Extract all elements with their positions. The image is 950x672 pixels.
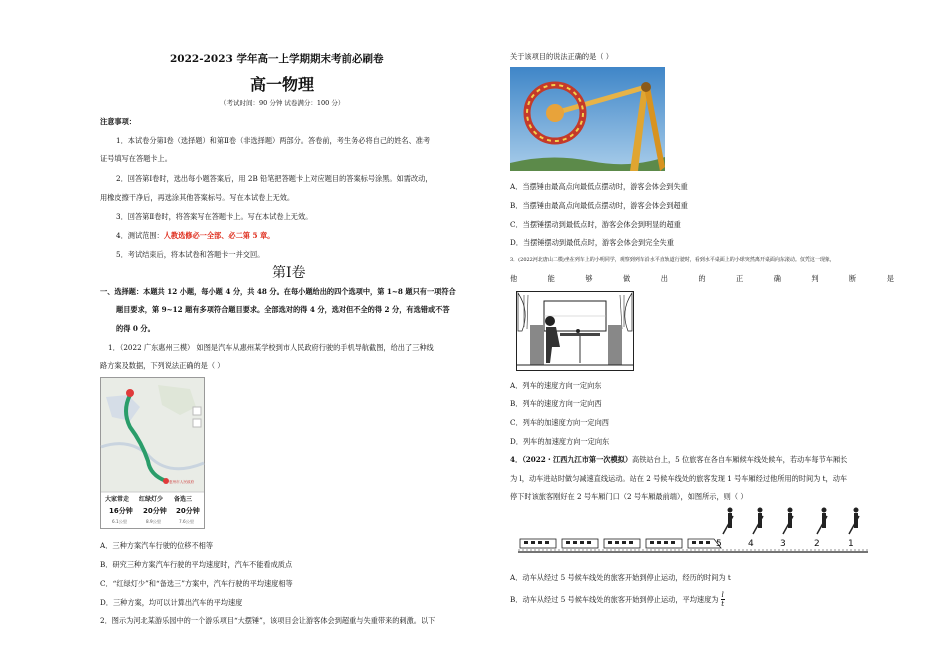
position-label-4: 4 bbox=[748, 539, 754, 549]
waiting-passengers bbox=[723, 508, 859, 535]
note-2a: 2．回答第Ⅰ卷时，选出每小题答案后，用 2B 铅笔把答题卡上对应题目的答案标号涂黑。如需改动， bbox=[116, 174, 433, 183]
q2-option-d: D．当摆锤摆动到最低点时，游客会体会到完全失重 bbox=[510, 238, 674, 247]
route-time-1: 16分钟 bbox=[109, 507, 133, 515]
note-4: 4．测试范围：人教选修必一全部、必二第 5 章。 bbox=[116, 231, 275, 240]
exam-title: 2022-2023 学年高一上学期期末考前必刷卷 bbox=[170, 53, 384, 65]
q1-option-c: C．“红绿灯少”和“备选三”方案中，汽车行驶的平均速度相等 bbox=[100, 579, 293, 588]
table-top bbox=[560, 333, 600, 336]
section-intro-2: 题目要求，第 9~12 题有多项符合题目要求。全部选对的得 4 分，选对但不全的得 2 分，有选错或不答 bbox=[116, 305, 450, 314]
note-5: 5．考试结束后，将本试卷和答题卡一并交回。 bbox=[116, 250, 265, 259]
q3-option-c: C．列车的加速度方向一定向西 bbox=[510, 418, 609, 427]
start-marker-icon bbox=[126, 389, 134, 397]
route-name-2: 红绿灯少 bbox=[139, 496, 164, 503]
q2-stem-1: 2．图示为河北某游乐园中的一个游乐项目“大摆锤”，该项目会让游客体会到超重与失重带来的刺激。以下 bbox=[100, 616, 436, 625]
note-1a: 1．本试卷分第Ⅰ卷（选择题）和第Ⅱ卷（非选择题）两部分。答卷前，考生务必将自己的姓名、准考 bbox=[116, 136, 431, 145]
subject-title: 高一物理 bbox=[250, 75, 315, 94]
notes-heading: 注意事项： bbox=[100, 117, 136, 126]
position-label-2: 2 bbox=[814, 539, 820, 549]
navigation-map-figure bbox=[100, 377, 205, 529]
exam-meta: （考试时间：90 分钟 试卷满分：100 分） bbox=[220, 99, 345, 107]
route-name-3: 备选三 bbox=[174, 496, 193, 503]
section-title: 第Ⅰ卷 bbox=[272, 265, 306, 281]
passenger-figure bbox=[545, 316, 555, 326]
route-distance-3: 7.6公里 bbox=[179, 519, 195, 524]
fraction: l t bbox=[721, 590, 725, 608]
route-time-2: 20分钟 bbox=[143, 507, 167, 515]
q4-option-b: B．动车从经过 5 号候车线处的旅客开始到停止运动，平均速度为 l t bbox=[510, 590, 725, 608]
q1-stem-1: 1．（2022 广东惠州三模） 如图是汽车从惠州某学校到市人民政府行驶的手机导航截图，给出了三种线 bbox=[108, 343, 434, 352]
q1-option-d: D．三种方案，均可以计算出汽车的平均速度 bbox=[100, 598, 243, 607]
route-distance-2: 8.9公里 bbox=[146, 519, 162, 524]
seat-right bbox=[608, 325, 622, 365]
position-label-3: 3 bbox=[780, 539, 786, 549]
q4-stem-2: 为 l，动车进站时做匀减速直线运动。站在 2 号候车线处的旅客发现 1 号车厢经过他所用的时间为 t，动车 bbox=[510, 474, 848, 483]
section-intro-3: 的得 0 分。 bbox=[116, 324, 155, 333]
note-3: 3．回答第Ⅱ卷时，将答案写在答题卡上。写在本试卷上无效。 bbox=[116, 212, 313, 221]
ball-icon bbox=[576, 329, 580, 333]
q3-stem-2: 他 能 够 做 出 的 正 确 判 断 是 bbox=[510, 274, 894, 283]
test-range: 人教选修必一全部、必二第 5 章。 bbox=[163, 231, 275, 240]
q2-option-c: C．当摆锤摆动到最低点时，游客会体会到明显的超重 bbox=[510, 220, 681, 229]
q4-stem-1: 4．（2022・江西九江市第一次模拟）高铁站台上，5 位旅客在各自车厢候车线处候车，若动车每节车厢长 bbox=[510, 455, 848, 464]
destination-label: 惠州市人民政府 bbox=[169, 480, 195, 484]
q2-option-a: A．当摆锤由最高点向最低点摆动时，游客会体会到失重 bbox=[510, 182, 688, 191]
seat-left bbox=[530, 325, 544, 365]
q1-option-b: B．研究三种方案汽车行驶的平均速度时，汽车不能看成质点 bbox=[100, 560, 293, 569]
note-1b: 证号填写在答题卡上。 bbox=[100, 154, 172, 163]
position-label-1: 1 bbox=[848, 539, 854, 549]
q1-stem-2: 路方案及数据，下列说法正确的是（ ） bbox=[100, 361, 225, 370]
route-name-1: 大家常走 bbox=[105, 496, 130, 503]
q4-stem-3: 停下时该旅客刚好在 2 号车厢门口（2 号车厢最前端），如图所示，则（ ） bbox=[510, 492, 748, 501]
q4-option-a: A．动车从经过 5 号候车线处的旅客开始到停止运动，经历的时间为 t bbox=[510, 573, 731, 582]
q4-source: 4．（2022・江西九江市第一次模拟） bbox=[510, 455, 633, 464]
pendulum-ride-photo bbox=[510, 67, 665, 171]
section-intro-1: 一、选择题：本题共 12 小题，每小题 4 分，共 48 分。在每小题给出的四个选项中，第 1~8 题只有一项符合 bbox=[100, 287, 456, 296]
q3-option-d: D．列车的加速度方向一定向东 bbox=[510, 437, 610, 446]
q3-option-b: B．列车的速度方向一定向西 bbox=[510, 399, 602, 408]
train-platform-diagram bbox=[518, 506, 868, 556]
route-time-3: 20分钟 bbox=[176, 507, 200, 515]
q3-option-a: A．列车的速度方向一定向东 bbox=[510, 381, 602, 390]
train-cars bbox=[520, 539, 721, 548]
note-2b: 用橡皮擦干净后，再选涂其他答案标号。写在本试卷上无效。 bbox=[100, 193, 295, 202]
position-label-5: 5 bbox=[716, 539, 722, 549]
q3-stem-1: 3．(2022河北唐山二模)坐在列车上的小明同学，观察到列车沿水平直轨道行驶时，看到水平桌面上的小球突然离开桌面向东滚动。仅凭这一现象， bbox=[510, 257, 835, 263]
q2-option-b: B．当摆锤由最高点向最低点摆动时，游客会体会到超重 bbox=[510, 201, 688, 210]
route-distance-1: 6.1公里 bbox=[112, 519, 128, 524]
q1-option-a: A．三种方案汽车行驶的位移不相等 bbox=[100, 541, 214, 550]
q2-stem-2: 关于该项目的说法正确的是（ ） bbox=[510, 52, 613, 61]
train-interior-figure bbox=[516, 291, 634, 371]
